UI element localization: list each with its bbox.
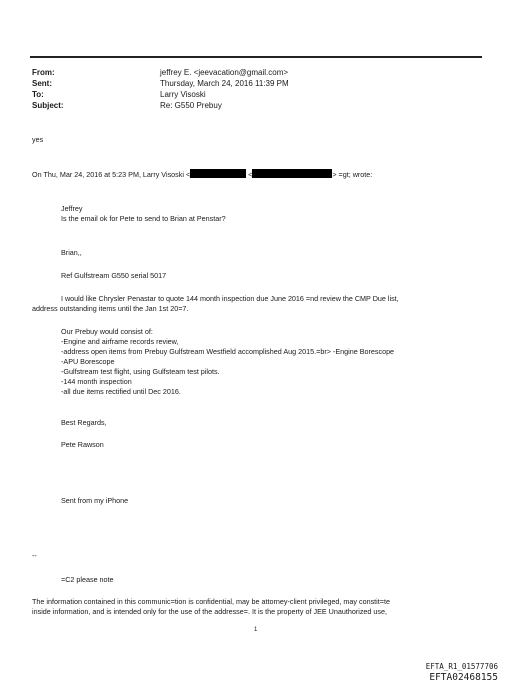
redaction-box: [252, 169, 332, 178]
paragraph-line-2: address outstanding items until the Jan 1st 20=7.: [32, 304, 189, 313]
sent-from-line: Sent from my iPhone: [61, 496, 129, 505]
prebuy-line: -address open items from Prebuy Gulfstream Westfield accomplished Aug 2015.=br> -Engine Borescope: [61, 347, 395, 356]
prebuy-list: [61, 327, 394, 397]
please-note: =C2 please note: [61, 575, 114, 584]
best-regards: Best Regards,: [61, 418, 107, 427]
signature-name: Pete Rawson: [61, 440, 104, 449]
header-from-row: [32, 67, 482, 78]
header-subject-row: [32, 100, 482, 111]
quote-intro-prefix: On Thu, Mar 24, 2016 at 5:23 PM, Larry Visoski <: [32, 170, 191, 179]
prebuy-line: -Engine and airframe records review,: [61, 337, 179, 346]
prebuy-line: -144 month inspection: [61, 377, 132, 386]
to-label: To:: [32, 90, 44, 99]
to-value: Larry Visoski: [160, 90, 206, 99]
reference-line: Ref Gulfstream G550 serial 5017: [61, 271, 167, 280]
header-to-row: [32, 89, 482, 100]
footer-id-primary: EFTA_R1_01577706: [425, 662, 498, 671]
signature-separator: --: [32, 551, 37, 560]
header-sent-row: [32, 78, 482, 89]
from-label: From:: [32, 68, 55, 77]
subject-label: Subject:: [32, 101, 64, 110]
footer-id-secondary: EFTA02468155: [429, 672, 498, 683]
sent-label: Sent:: [32, 79, 52, 88]
quote-intro-middle: <: [248, 170, 253, 179]
prebuy-line: -Gulfstream test flight, using Gulfsteam test pilots.: [61, 367, 220, 376]
page-number: 1: [254, 627, 258, 633]
question-text: Is the email ok for Pete to send to Brian at Penstar?: [61, 214, 226, 223]
prebuy-line: -APU Borescope: [61, 357, 115, 366]
brian-salutation: Brian,,: [61, 248, 82, 257]
sent-value: Thursday, March 24, 2016 11:39 PM: [160, 79, 289, 88]
disclaimer-line-1: The information contained in this communic=tion is confidential, may be attorney-client privileged, may constit=te: [32, 597, 390, 606]
redaction-box: [190, 169, 246, 178]
subject-value: Re: G550 Prebuy: [160, 101, 222, 110]
prebuy-line: -all due items rectified until Dec 2016.: [61, 387, 181, 396]
quote-intro: [32, 169, 372, 180]
header-divider: [30, 56, 482, 58]
reply-text: yes: [32, 135, 44, 144]
paragraph-line-1: I would like Chrysler Penastar to quote 144 month inspection due June 2016 =nd review the CMP Due list,: [61, 294, 399, 303]
greeting-text: Jeffrey: [61, 204, 83, 213]
quoted-greeting-block: [61, 204, 226, 224]
from-value: jeffrey E. <jeevacation@gmail.com>: [160, 68, 289, 77]
prebuy-line: Our Prebuy would consist of:: [61, 327, 153, 336]
disclaimer-line-2: inside information, and is intended only for the use of the addresse=. It is the property of JEE Unauthorized use,: [32, 607, 387, 616]
quote-intro-suffix: > =gt; wrote:: [332, 170, 373, 179]
email-header: [32, 67, 482, 111]
